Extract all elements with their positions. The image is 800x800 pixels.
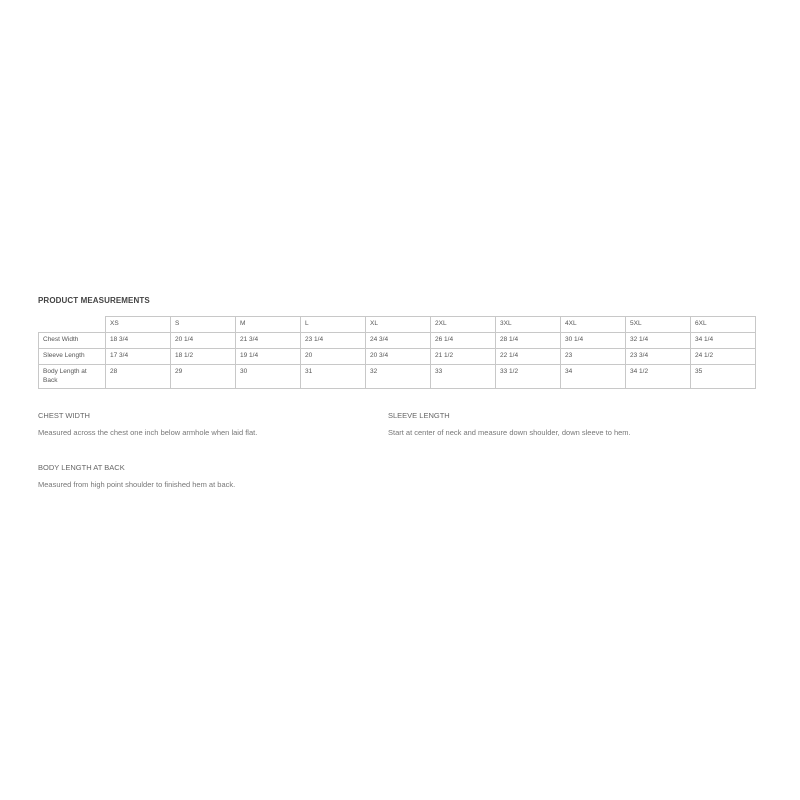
size-header-l: L: [301, 317, 366, 333]
table-cell: 32 1/4: [626, 333, 691, 349]
table-cell: 21 3/4: [236, 333, 301, 349]
table-cell: 24 3/4: [366, 333, 431, 349]
size-header-5xl: 5XL: [626, 317, 691, 333]
table-cell: 31: [301, 365, 366, 389]
table-cell: 26 1/4: [431, 333, 496, 349]
table-cell: 34: [561, 365, 626, 389]
definition-sleeve-length: [388, 411, 631, 437]
table-cell: 34 1/2: [626, 365, 691, 389]
size-header-6xl: 6XL: [691, 317, 756, 333]
definition-chest-width: [38, 411, 257, 437]
table-row: [39, 333, 756, 349]
definition-term: CHEST WIDTH: [38, 411, 90, 420]
table-cell: 23 1/4: [301, 333, 366, 349]
table-cell: 30: [236, 365, 301, 389]
definition-description: Measured across the chest one inch below armhole when laid flat.: [38, 428, 258, 437]
definition-description: Measured from high point shoulder to finished hem at back.: [38, 480, 236, 489]
table-cell: 24 1/2: [691, 349, 756, 365]
table-cell: 28: [106, 365, 171, 389]
size-header-xl: XL: [366, 317, 431, 333]
table-cell: 22 1/4: [496, 349, 561, 365]
table-cell: 17 3/4: [106, 349, 171, 365]
table-cell: 30 1/4: [561, 333, 626, 349]
row-label: Sleeve Length: [39, 349, 106, 365]
table-row: [39, 365, 756, 389]
size-header-xs: XS: [106, 317, 171, 333]
table-cell: 20: [301, 349, 366, 365]
table-cell: 32: [366, 365, 431, 389]
definition-description: Start at center of neck and measure down shoulder, down sleeve to hem.: [388, 428, 631, 437]
definition-term: BODY LENGTH AT BACK: [38, 463, 125, 472]
section-title: PRODUCT MEASUREMENTS: [38, 296, 150, 305]
size-header-4xl: 4XL: [561, 317, 626, 333]
table-cell: 21 1/2: [431, 349, 496, 365]
size-header-m: M: [236, 317, 301, 333]
table-cell: 23: [561, 349, 626, 365]
table-cell: 33 1/2: [496, 365, 561, 389]
table-corner-cell: [39, 317, 106, 333]
size-header-s: S: [171, 317, 236, 333]
table-cell: 34 1/4: [691, 333, 756, 349]
table-cell: 33: [431, 365, 496, 389]
table-row: [39, 349, 756, 365]
table-cell: 18 3/4: [106, 333, 171, 349]
table-cell: 29: [171, 365, 236, 389]
size-header-3xl: 3XL: [496, 317, 561, 333]
size-header-2xl: 2XL: [431, 317, 496, 333]
definition-body-length: [38, 463, 235, 489]
table-cell: 20 3/4: [366, 349, 431, 365]
row-label: Chest Width: [39, 333, 106, 349]
table-header-row: [39, 317, 756, 333]
row-label: Body Length at Back: [39, 365, 106, 389]
definition-term: SLEEVE LENGTH: [388, 411, 450, 420]
table-cell: 20 1/4: [171, 333, 236, 349]
measurements-table: [38, 316, 756, 389]
table-cell: 35: [691, 365, 756, 389]
table-cell: 23 3/4: [626, 349, 691, 365]
table-cell: 28 1/4: [496, 333, 561, 349]
table-cell: 19 1/4: [236, 349, 301, 365]
table-cell: 18 1/2: [171, 349, 236, 365]
